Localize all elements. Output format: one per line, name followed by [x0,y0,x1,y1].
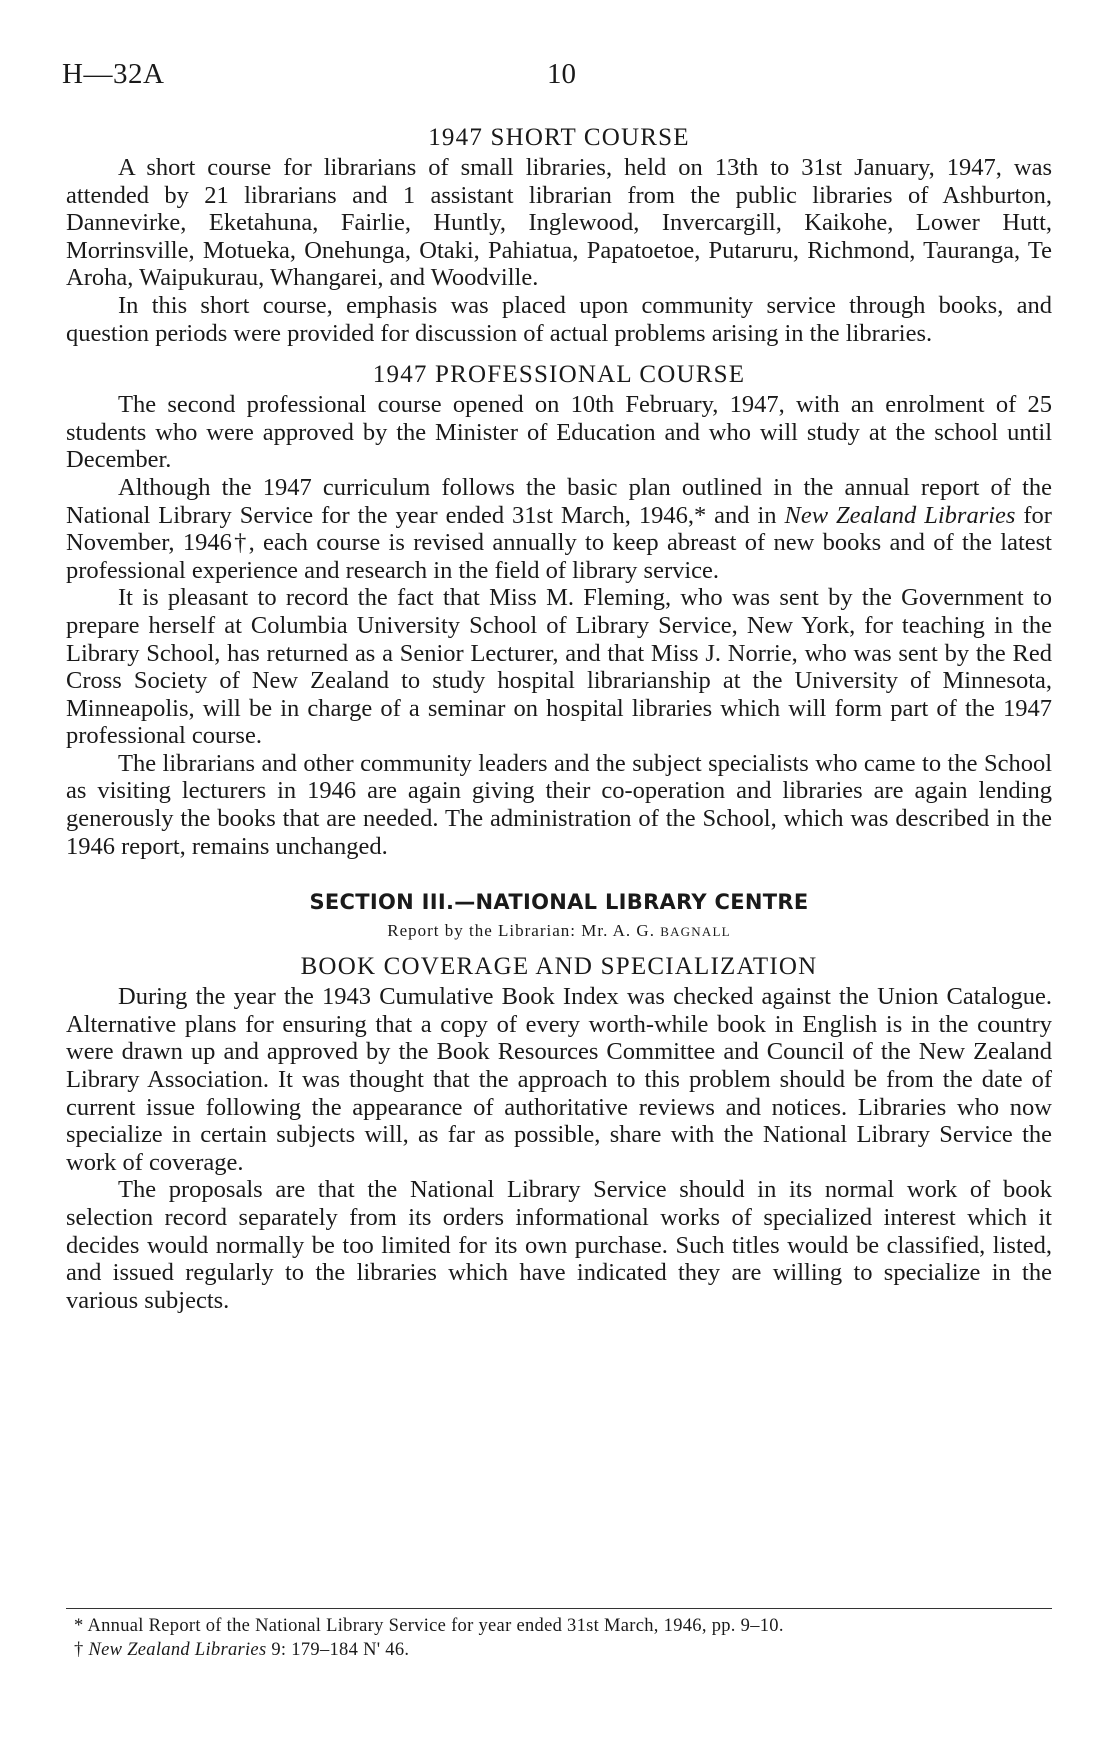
journal-title: New Zealand Libraries [784,501,1016,529]
professional-course-paragraph-3: It is pleasant to record the fact that Miss M. Fleming, who was sent by the Government to prepare herself at Columbia University School of Library Service, New York, for teaching in the Library School, has returned as a Senior Lecturer, and that Miss J. Norrie, who was sent by the Red Cross Society of New Zealand to study hospital librarianship at the University of Minnesota, Minneapolis, will be in charge of a seminar on hospital libraries which will form part of the 1947 professional course. [66,584,1052,750]
footnote-divider [66,1608,1052,1609]
page-number: 10 [547,58,576,90]
professional-course-paragraph-4: The librarians and other community leaders and the subject specialists who came to the School as visiting lecturers in 1946 are again giving their co-operation and libraries are again lending generously the books that are needed. The administration of the School, which was described in the 1946 report, remains unchanged. [66,749,1052,860]
byline-prefix: Report by the Librarian: Mr. A. G. [387,921,661,941]
body-column [66,122,1052,1314]
professional-course-paragraph-2 [66,474,1052,584]
curriculum-text-b: for November, 1946†, each course is revised annually to keep abreast of new books and of the latest professional experience and research in the field of library service. [66,501,1052,584]
footnote-citation: 9: 179–184 N' 46. [266,1640,410,1660]
footnote-1: * Annual Report of the National Library Service for year ended 31st March, 1946, pp. 9–10. [74,1616,784,1636]
short-course-paragraph-2: In this short course, emphasis was placed upon community service through books, and question periods were provided for discussion of actual problems arising in the libraries. [66,291,1052,347]
curriculum-text-a: Although the 1947 curriculum follows the basic plan outlined in the annual report of the National Library Service for the year ended 31st March, 1946,* and in [66,473,1052,529]
footnote-journal-title: New Zealand Libraries [88,1640,267,1660]
page-header [62,58,1052,98]
professional-course-paragraph-1: The second professional course opened on 10th February, 1947, with an enrolment of 25 students who were approved by the Minister of Education and who will study at the school until December. [66,391,1052,474]
book-coverage-paragraph-2: The proposals are that the National Library Service should in its normal work of book selection record separately from its orders informational works of specialized interest which it decides would normally be too limited for its own purchase. Such titles would be classified, listed, and issued regularly to the libraries which have indicated they are willing to specialize in the various subjects. [66,1176,1052,1314]
professional-course-heading: 1947 PROFESSIONAL COURSE [372,361,746,389]
document-reference: H—32A [62,58,165,90]
short-course-paragraph-1: A short course for librarians of small libraries, held on 13th to 31st January, 1947, was attended by 21 librarians and 1 assistant librarian from the public libraries of Ashburton, Dannevirke, Eketahuna, Fairlie, Huntly, Inglewood, Invercargill, Kaikohe, Lower Hutt, Morrinsville, Motueka, Onehunga, Otaki, Pahiatua, Papatoetoe, Putaruru, Richmond, Tauranga, Te Aroha, Waipukurau, Whangarei, and Woodville. [66,154,1052,292]
librarian-name: BAGNALL [660,924,731,940]
short-course-heading: 1947 SHORT COURSE [428,124,690,151]
report-byline [66,918,1052,945]
book-coverage-heading: BOOK COVERAGE AND SPECIALIZATION [300,953,818,981]
dagger-mark: † [74,1640,89,1660]
footnotes [66,1614,1052,1662]
footnote-2 [66,1638,1052,1662]
book-coverage-paragraph-1: During the year the 1943 Cumulative Book Index was checked against the Union Catalogue. Alternative plans for ensuring that a copy of every worth-while book in English is in the country were drawn up and approved by the Book Resources Committee and Council of the New Zealand Library Association. It was thought that the approach to this problem should be from the date of current issue following the appearance of authoritative reviews and notices. Libraries who now specialize in certain subjects will, as far as possible, share with the National Library Service the work of coverage. [66,983,1052,1176]
section-heading: SECTION III.—NATIONAL LIBRARY CENTRE [309,890,809,915]
